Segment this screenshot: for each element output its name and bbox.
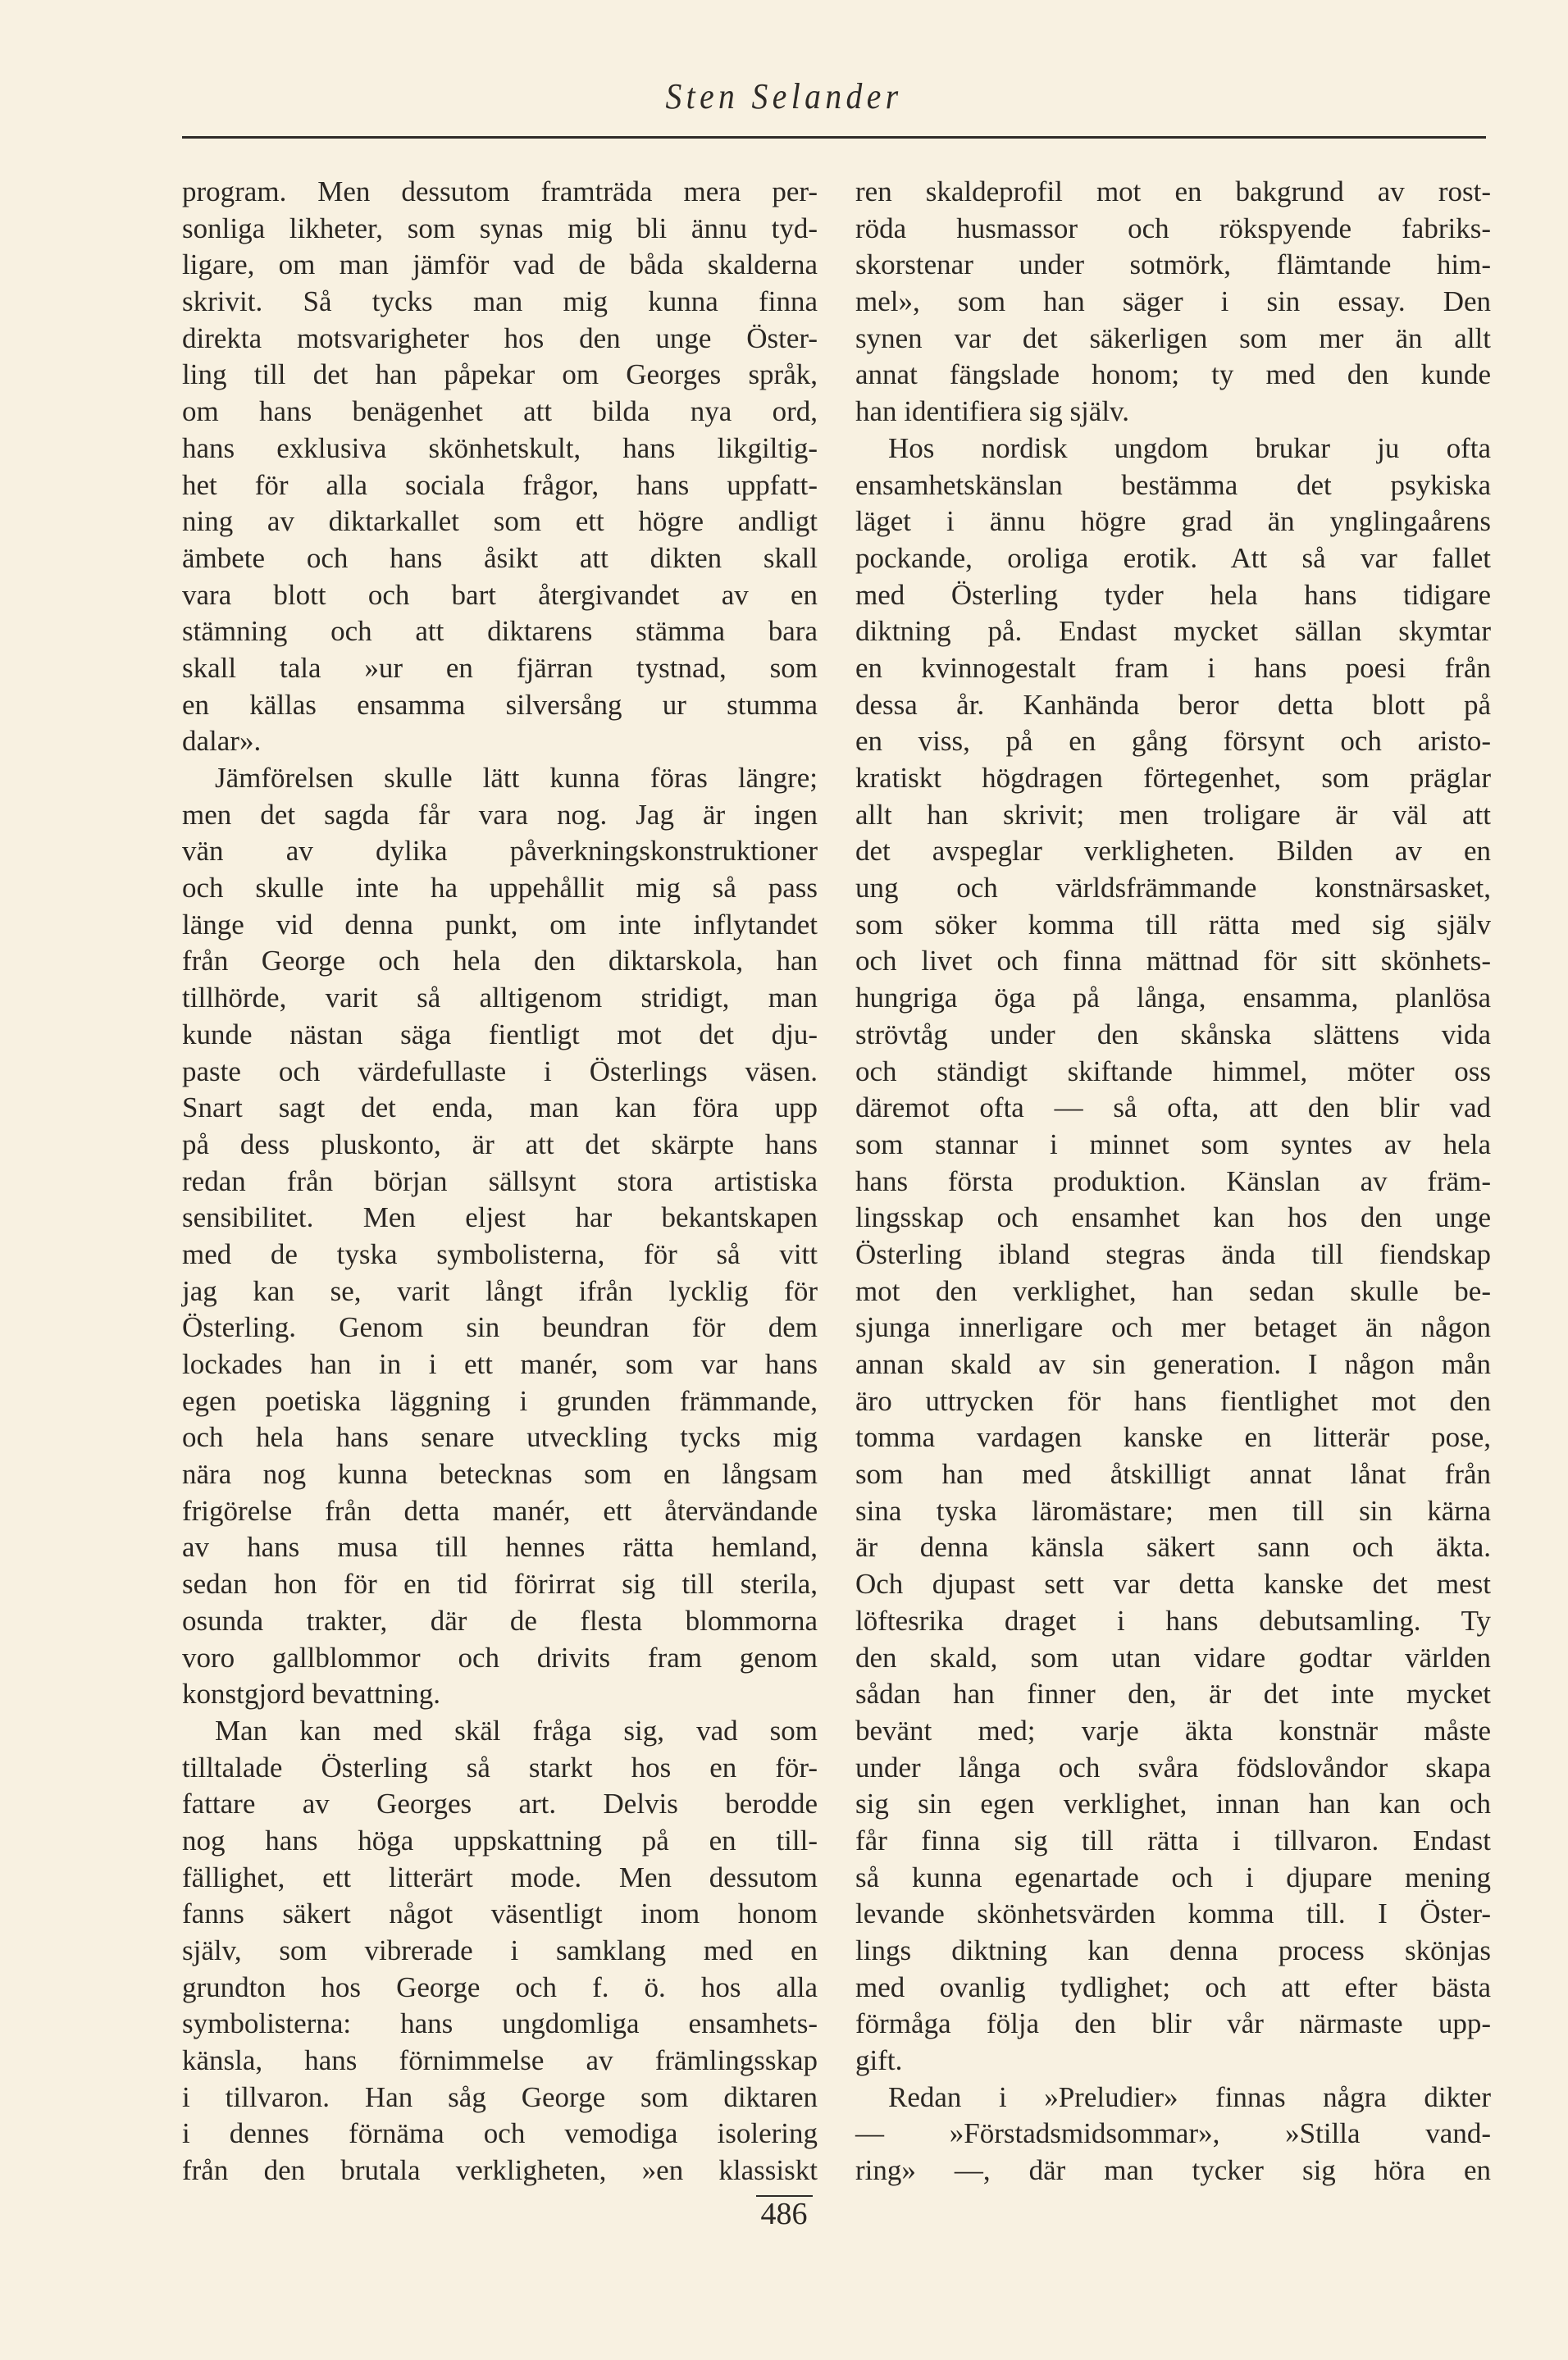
text-line: voro gallblommor och drivits fram genom bbox=[182, 1641, 818, 1674]
text-line: ligare, om man jämför vad de båda skalderna bbox=[182, 248, 818, 281]
text-line: en källas ensamma silversång ur stumma bbox=[182, 688, 818, 721]
text-line: som stannar i minnet som syntes av hela bbox=[855, 1128, 1491, 1160]
text-line: nära nog kunna betecknas som en långsam bbox=[182, 1458, 818, 1491]
text-line: allt han skrivit; men troligare är väl att bbox=[855, 798, 1491, 831]
text-line: levande skönhetsvärden komma till. I Öster- bbox=[855, 1898, 1491, 1930]
text-line: med Österling tyder hela hans tidigare bbox=[855, 578, 1491, 611]
text-line: nog hans höga uppskattning på en till- bbox=[182, 1824, 818, 1857]
text-line: diktning på. Endast mycket sällan skymtar bbox=[855, 615, 1491, 648]
text-line: och ständigt skiftande himmel, möter oss bbox=[855, 1055, 1491, 1087]
text-line: tillhörde, varit så alltigenom stridigt, man bbox=[182, 982, 818, 1014]
text-line: konstgjord bevattning. bbox=[182, 1678, 440, 1711]
text-line: och skulle inte ha uppehållit mig så pass bbox=[182, 872, 818, 904]
text-line: från George och hela den diktarskola, han bbox=[182, 945, 818, 977]
text-line: osunda trakter, där de flesta blommorna bbox=[182, 1604, 818, 1637]
text-line: ring» —, där man tycker sig höra en bbox=[855, 2154, 1491, 2187]
text-line: läget i ännu högre grad än ynglingaårens bbox=[855, 505, 1491, 538]
text-line: förmåga följa den blir vår närmaste upp- bbox=[855, 2007, 1491, 2040]
text-line: länge vid denna punkt, om inte inflytandet bbox=[182, 908, 818, 941]
text-line: under långa och svåra födslovåndor skapa bbox=[855, 1751, 1491, 1784]
text-line: paste och värdefullaste i Österlings väsen. bbox=[182, 1055, 818, 1087]
text-line: vara blott och bart återgivandet av en bbox=[182, 578, 818, 611]
text-line: känsla, hans förnimmelse av främlingsskap bbox=[182, 2044, 818, 2077]
text-line: sonliga likheter, som synas mig bli ännu tyd- bbox=[182, 212, 818, 244]
text-line: program. Men dessutom framträda mera per- bbox=[182, 175, 818, 207]
text-line: Redan i »Preludier» finnas några dikter bbox=[888, 2080, 1491, 2113]
text-line: mel», som han säger i sin essay. Den bbox=[855, 285, 1491, 318]
text-line: det avspeglar verkligheten. Bilden av en bbox=[855, 835, 1491, 868]
text-line: skrivit. Så tycks man mig kunna finna bbox=[182, 285, 818, 318]
text-line: en viss, på en gång försynt och aristo- bbox=[855, 725, 1491, 758]
text-line: Och djupast sett var detta kanske det mest bbox=[855, 1568, 1491, 1601]
text-line: stämning och att diktarens stämma bara bbox=[182, 615, 818, 648]
text-line: han identifiera sig själv. bbox=[855, 395, 1130, 428]
text-line: bevänt med; varje äkta konstnär måste bbox=[855, 1714, 1491, 1747]
text-line: sjunga innerligare och mer betaget än någon bbox=[855, 1311, 1491, 1344]
text-line: pockande, oroliga erotik. Att så var fallet bbox=[855, 541, 1491, 574]
paragraph bbox=[182, 760, 818, 1713]
text-line: egen poetiska läggning i grunden främmande, bbox=[182, 1384, 818, 1417]
text-line: annat fängslade honom; ty med den kunde bbox=[855, 358, 1491, 391]
paragraph bbox=[855, 174, 1491, 431]
text-line: så kunna egenartade och i djupare mening bbox=[855, 1861, 1491, 1893]
text-line: frigörelse från detta manér, ett återvändande bbox=[182, 1494, 818, 1527]
text-line: själv, som vibrerade i samklang med en bbox=[182, 1934, 818, 1966]
left-column bbox=[182, 174, 818, 2189]
page-number: 486 bbox=[756, 2195, 813, 2231]
text-line: med de tyska symbolisterna, för så vitt bbox=[182, 1237, 818, 1270]
text-line: jag kan se, varit långt ifrån lycklig för bbox=[182, 1274, 818, 1307]
running-head: Sten Selander bbox=[665, 76, 903, 116]
text-line: fattare av Georges art. Delvis berodde bbox=[182, 1788, 818, 1820]
text-line: av hans musa till hennes rätta hemland, bbox=[182, 1531, 818, 1564]
text-line: sina tyska läromästare; men till sin kärna bbox=[855, 1494, 1491, 1527]
text-line: Hos nordisk ungdom brukar ju ofta bbox=[888, 431, 1491, 464]
text-line: är denna känsla säkert sann och äkta. bbox=[855, 1531, 1491, 1564]
text-line: redan från början sällsynt stora artistiska bbox=[182, 1164, 818, 1197]
text-line: Snart sagt det enda, man kan föra upp bbox=[182, 1091, 818, 1124]
text-line: med ovanlig tydlighet; och att efter bästa bbox=[855, 1970, 1491, 2003]
text-line: sig sin egen verklighet, innan han kan och bbox=[855, 1788, 1491, 1820]
text-line: tomma vardagen kanske en litterär pose, bbox=[855, 1421, 1491, 1454]
text-line: ensamhetskänslan bestämma det psykiska bbox=[855, 468, 1491, 501]
text-line: som han med åtskilligt annat lånat från bbox=[855, 1458, 1491, 1491]
text-line: och livet och finna mättnad för sitt skönhets- bbox=[855, 945, 1491, 977]
text-line: äro uttrycken för hans fientlighet mot den bbox=[855, 1384, 1491, 1417]
text-line: dalar». bbox=[182, 725, 262, 758]
text-line: grundton hos George och f. ö. hos alla bbox=[182, 1970, 818, 2003]
paragraph bbox=[182, 1713, 818, 2189]
text-line: hungriga öga på långa, ensamma, planlösa bbox=[855, 982, 1491, 1014]
text-line: som söker komma till rätta med sig själv bbox=[855, 908, 1491, 941]
text-line: Österling ibland stegras ända till fiendskap bbox=[855, 1237, 1491, 1270]
text-line: fanns säkert något väsentligt inom honom bbox=[182, 1898, 818, 1930]
text-line: vän av dylika påverkningskonstruktioner bbox=[182, 835, 818, 868]
text-line: ämbete och hans åsikt att dikten skall bbox=[182, 541, 818, 574]
text-line: — »Förstadsmidsommar», »Stilla vand- bbox=[855, 2117, 1491, 2150]
text-line: het för alla sociala frågor, hans uppfatt- bbox=[182, 468, 818, 501]
page-number-wrap bbox=[0, 2196, 1568, 2232]
text-line: tilltalade Österling så starkt hos en för- bbox=[182, 1751, 818, 1784]
text-line: direkta motsvarigheter hos den unge Öster- bbox=[182, 321, 818, 354]
text-line: men det sagda får vara nog. Jag är ingen bbox=[182, 798, 818, 831]
text-line: i tillvaron. Han såg George som diktaren bbox=[182, 2080, 818, 2113]
text-line: annan skald av sin generation. I någon mån bbox=[855, 1348, 1491, 1380]
text-line: hans första produktion. Känslan av främ- bbox=[855, 1164, 1491, 1197]
text-line: en kvinnogestalt fram i hans poesi från bbox=[855, 651, 1491, 684]
text-line: lingsskap och ensamhet kan hos den unge bbox=[855, 1201, 1491, 1234]
text-line: fällighet, ett litterärt mode. Men dessutom bbox=[182, 1861, 818, 1893]
text-line: skorstenar under sotmörk, flämtande him- bbox=[855, 248, 1491, 281]
text-line: dessa år. Kanhända beror detta blott på bbox=[855, 688, 1491, 721]
paragraph bbox=[855, 431, 1491, 2080]
text-line: synen var det säkerligen som mer än allt bbox=[855, 321, 1491, 354]
right-column bbox=[855, 174, 1491, 2189]
text-line: symbolisterna: hans ungdomliga ensamhets- bbox=[182, 2007, 818, 2040]
text-line: sådan han finner den, är det inte mycket bbox=[855, 1678, 1491, 1711]
text-line: lings diktning kan denna process skönjas bbox=[855, 1934, 1491, 1966]
text-line: ung och världsfrämmande konstnärsasket, bbox=[855, 872, 1491, 904]
text-line: om hans benägenhet att bilda nya ord, bbox=[182, 395, 818, 428]
text-line: röda husmassor och rökspyende fabriks- bbox=[855, 212, 1491, 244]
header-rule bbox=[182, 136, 1486, 139]
text-line: den skald, som utan vidare godtar världen bbox=[855, 1641, 1491, 1674]
text-line: däremot ofta — så ofta, att den blir vad bbox=[855, 1091, 1491, 1124]
text-line: får finna sig till rätta i tillvaron. Endast bbox=[855, 1824, 1491, 1857]
text-line: skall tala »ur en fjärran tystnad, som bbox=[182, 651, 818, 684]
text-line: hans exklusiva skönhetskult, hans likgiltig- bbox=[182, 431, 818, 464]
text-line: Man kan med skäl fråga sig, vad som bbox=[215, 1714, 818, 1747]
text-line: ren skaldeprofil mot en bakgrund av rost- bbox=[855, 175, 1491, 207]
text-line: och hela hans senare utveckling tycks mig bbox=[182, 1421, 818, 1454]
text-line: ling till det han påpekar om Georges språk, bbox=[182, 358, 818, 391]
text-line: ning av diktarkallet som ett högre andligt bbox=[182, 505, 818, 538]
text-line: löftesrika draget i hans debutsamling. Ty bbox=[855, 1604, 1491, 1637]
paragraph bbox=[855, 2080, 1491, 2189]
text-line: strövtåg under den skånska slättens vida bbox=[855, 1018, 1491, 1050]
text-line: kunde nästan säga fientligt mot det dju- bbox=[182, 1018, 818, 1050]
text-line: i dennes förnäma och vemodiga isolering bbox=[182, 2117, 818, 2150]
text-line: sensibilitet. Men eljest har bekantskapen bbox=[182, 1201, 818, 1234]
text-line: lockades han in i ett manér, som var hans bbox=[182, 1348, 818, 1380]
text-line: mot den verklighet, han sedan skulle be- bbox=[855, 1274, 1491, 1307]
paragraph bbox=[182, 174, 818, 760]
text-line: på dess pluskonto, är att det skärpte hans bbox=[182, 1128, 818, 1160]
text-line: kratiskt högdragen förtegenhet, som präglar bbox=[855, 762, 1491, 794]
text-line: Jämförelsen skulle lätt kunna föras längre; bbox=[215, 762, 818, 794]
text-line: gift. bbox=[855, 2044, 903, 2077]
text-line: Österling. Genom sin beundran för dem bbox=[182, 1311, 818, 1344]
text-line: sedan hon för en tid förirrat sig till sterila, bbox=[182, 1568, 818, 1601]
text-line: från den brutala verkligheten, »en klassiskt bbox=[182, 2154, 818, 2187]
